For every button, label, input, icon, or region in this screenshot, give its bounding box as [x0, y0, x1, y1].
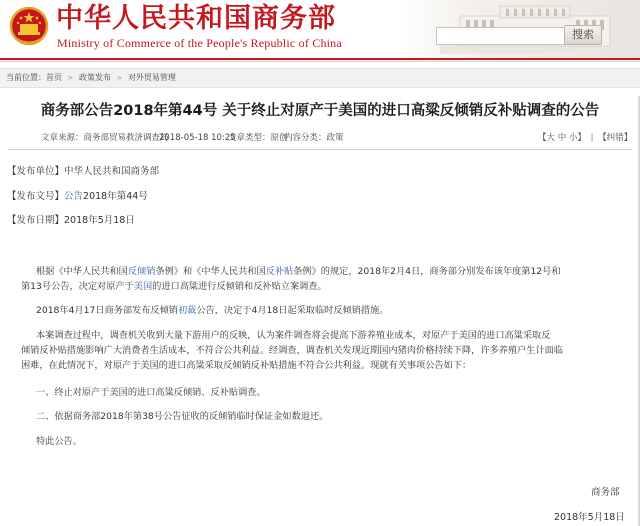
publish-date-row [7, 214, 135, 228]
header-divider-secondary [0, 61, 640, 62]
breadcrumb-separator-icon: > [116, 74, 123, 82]
preliminary-ruling-link[interactable]: 初裁 [177, 305, 197, 316]
page-title: 商务部公告2018年第44号 关于终止对原产于美国的进口高粱反倾销反补贴调查的公告 [40, 103, 600, 119]
paragraph-2 [36, 303, 628, 318]
breadcrumb [0, 68, 640, 88]
doc-number-label: 【发布文号】 [7, 191, 65, 202]
article-category: 内容分类：政策 [284, 133, 344, 143]
article-type: 文章类型：原创 [228, 133, 288, 143]
anti-dumping-link[interactable]: 反倾销 [127, 266, 156, 277]
announcement-link[interactable]: 公告 [64, 191, 84, 202]
text: 条例》的规定，2018年2月4日，商务部分别发布该年度第12号和 [293, 266, 561, 277]
article-meta [0, 130, 640, 146]
issuer-row [7, 165, 159, 179]
breadcrumb-item-home[interactable]: 当前位置：首页 [6, 73, 62, 82]
signature-date: 2018年5月18日 [554, 512, 625, 523]
article-source: 文章来源：商务部贸易救济调查局 [41, 133, 169, 143]
text: 本案调查过程中，调查机关收到大量下游用户的反映，认为案件调查将会提高下游养殖业成本，对原产于美国的进口高粱采取反 [36, 330, 551, 341]
paragraph-4: 一、终止对原产于美国的进口高粱反倾销、反补贴调查。 [36, 387, 266, 398]
paragraph-1 [21, 264, 628, 294]
breadcrumb-item-policy[interactable]: 政策发布 [78, 73, 111, 82]
search-input[interactable] [436, 27, 566, 45]
paragraph-6: 特此公告。 [36, 436, 82, 447]
doc-number-value: 2018年第44号 [83, 191, 148, 202]
text: 2018年4月17日商务部发布反倾销 [36, 305, 178, 316]
breadcrumb-separator-icon: > [67, 74, 74, 82]
paragraph-1-continuation [21, 279, 628, 294]
publish-date-label: 【发布日期】 [7, 215, 65, 226]
site-subtitle: Ministry of Commerce of the People's Republic of China [57, 36, 342, 50]
search-button[interactable]: 搜索 [564, 25, 602, 45]
anti-subsidy-link[interactable]: 反补贴 [265, 266, 294, 277]
paragraph-5: 二、依据商务部2018年第38号公告征收的反倾销临时保证金如数退还。 [36, 411, 329, 422]
header-divider [0, 58, 640, 60]
text: 第13号公告，决定对原产于 [21, 281, 134, 292]
publish-date-value: 2018年5月18日 [64, 215, 135, 226]
issuer-label: 【发布单位】 [7, 166, 65, 177]
text: 困难，在此情况下，对原产于美国的进口高粱采取反倾销反补贴措施不符合公共利益。现就有关事项公告如下： [21, 360, 472, 371]
correction-link[interactable]: 【纠错】 [598, 133, 633, 143]
article-date: 2018-05-18 10:25 [159, 133, 236, 143]
usa-link[interactable]: 美国 [133, 281, 153, 292]
meta-separator: | [590, 133, 594, 143]
meta-divider [8, 149, 632, 150]
text: 的进口高粱进行反倾销和反补贴立案调查。 [152, 281, 327, 292]
text: 根据《中华人民共和国 [36, 266, 128, 277]
text: 倾销反补贴措施影响广大消费者生活成本，不符合公共利益。经调查，调查机关发现近期国内猪肉价格持续下降，许多养殖户生计面临 [21, 345, 564, 356]
paragraph-3 [21, 328, 628, 373]
site-header [0, 0, 640, 58]
article-tools [538, 130, 632, 146]
site-title[interactable]: 中华人民共和国商务部 [56, 3, 336, 34]
font-size-switcher[interactable]: 【大 中 小】 [538, 133, 586, 143]
signature: 商务部 [591, 487, 620, 498]
text: 条例》和《中华人民共和国 [155, 266, 266, 277]
national-emblem-icon[interactable] [9, 6, 49, 48]
doc-number-row [7, 190, 148, 204]
text: 公告，决定于4月18日起采取临时反倾销措施。 [196, 305, 389, 316]
breadcrumb-item-foreign-trade[interactable]: 对外贸易管理 [127, 73, 176, 82]
issuer-value: 中华人民共和国商务部 [64, 166, 160, 177]
